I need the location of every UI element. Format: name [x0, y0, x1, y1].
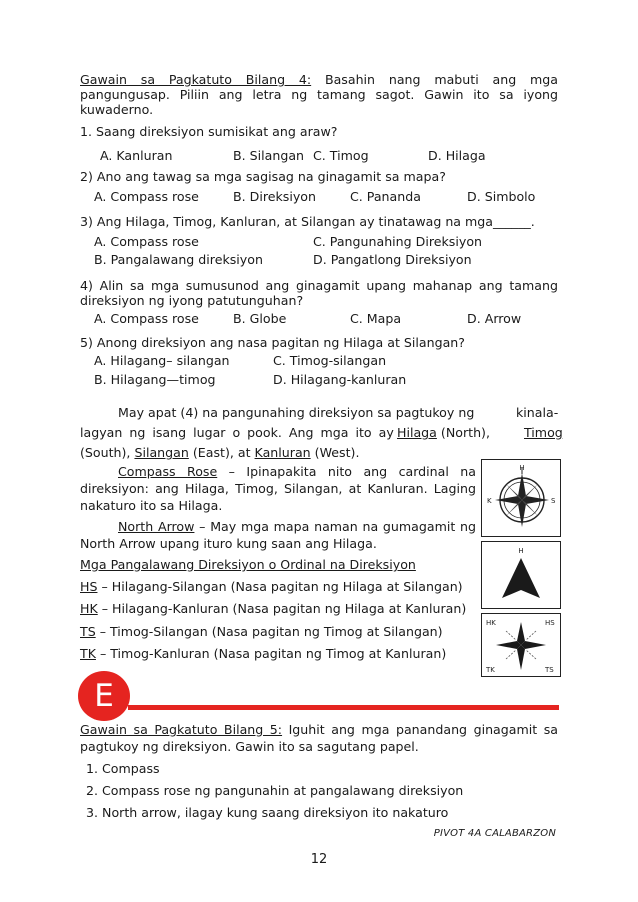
q1-option-d: D. Hilaga — [428, 148, 486, 163]
compass-rose-figure — [481, 459, 561, 537]
ordinal-star-icon — [482, 614, 560, 676]
reading-line-3: (South), Silangan (East), at Kanluran (West). — [80, 445, 360, 460]
gawain4-title: Gawain sa Pagkatuto Bilang 4: — [80, 72, 312, 87]
ordinal-ts: TS – Timog-Silangan (Nasa pagitan ng Timog at Silangan) — [80, 624, 443, 639]
q3-option-c: C. Pangunahing Direksiyon — [313, 234, 483, 249]
section-e-badge: E — [78, 671, 130, 721]
q2-option-d: D. Simbolo — [467, 189, 536, 204]
ordinal-hs: HS – Hilagang-Silangan (Nasa pagitan ng Hilaga at Silangan) — [80, 579, 463, 594]
q5-option-c: C. Timog-silangan — [273, 353, 387, 368]
compass-rose-icon — [482, 460, 560, 536]
compass-label-n: H — [519, 464, 525, 472]
reading-timog: Timog — [524, 425, 563, 440]
reading-hilaga: Hilaga (North), — [397, 425, 490, 440]
question-3: 3) Ang Hilaga, Timog, Kanluran, at Silangan ay tinatawag na mga______. — [80, 214, 535, 229]
q4-option-d: D. Arrow — [467, 311, 522, 326]
ordinal-directions-figure — [481, 613, 561, 677]
q5-option-d: D. Hilagang-kanluran — [273, 372, 407, 387]
gawain5-item-2: 2. Compass rose ng pangunahin at pangalawang direksiyon — [86, 783, 464, 798]
q4-option-b: B. Globe — [233, 311, 287, 326]
footer-pivot: PIVOT 4A CALABARZON — [433, 828, 556, 839]
gawain5-item-1: 1. Compass — [86, 761, 160, 776]
north-arrow-figure — [481, 541, 561, 609]
reading-line-2-start: lagyan ng isang lugar o pook. Ang mga ito ay — [80, 425, 394, 440]
question-1: 1. Saang direksiyon sumisikat ang araw? — [80, 124, 338, 139]
north-arrow-label: H — [518, 547, 524, 555]
ordinal-tk: TK – Timog-Kanluran (Nasa pagitan ng Timog at Kanluran) — [80, 646, 447, 661]
q5-option-b: B. Hilagang—timog — [94, 372, 216, 387]
q3-option-b: B. Pangalawang direksiyon — [94, 252, 263, 267]
q1-option-b: B. Silangan — [233, 148, 305, 163]
q2-option-b: B. Direksiyon — [233, 189, 316, 204]
q3-option-a: A. Compass rose — [94, 234, 199, 249]
gawain5-paragraph: Gawain sa Pagkatuto Bilang 5: Iguhit ang mga panandang ginagamit sa pagtukoy ng direksiyon. Gawin ito sa sagutang papel. — [80, 722, 558, 754]
north-arrow-paragraph: North Arrow – May mga mapa naman na gumagamit ng North Arrow upang ituro kung saan ang Hilaga. — [80, 519, 476, 551]
q4-option-c: C. Mapa — [350, 311, 402, 326]
compass-label-e: S — [551, 497, 556, 505]
north-arrow-icon — [482, 542, 560, 608]
section-e-rule — [128, 705, 559, 710]
ordinal-label-sw: TK — [486, 666, 495, 674]
ordinal-label-se: TS — [545, 666, 554, 674]
ordinal-label-ne: HS — [545, 619, 555, 627]
gawain4-instructions: Basahin nang mabuti ang mga pangungusap. Piliin ang letra ng tamang sagot. Gawin ito sa iyong kuwaderno. — [80, 72, 558, 117]
q2-option-a: A. Compass rose — [94, 189, 199, 204]
gawain5-item-3: 3. North arrow, ilagay kung saang direksiyon ito nakaturo — [86, 805, 449, 820]
gawain4-paragraph — [80, 72, 558, 117]
compass-rose-paragraph: Compass Rose – Ipinapakita nito ang cardinal na direksiyon: ang Hilaga, Timog, Silangan, at Kanluran. Laging nakaturo ito sa Hilaga. — [80, 464, 476, 513]
compass-label-w: K — [487, 497, 492, 505]
q1-option-a: A. Kanluran — [100, 148, 173, 163]
q2-option-c: C. Pananda — [350, 189, 421, 204]
question-4: 4) Alin sa mga sumusunod ang ginagamit upang mahanap ang tamang direksiyon ng iyong patutunguhan? — [80, 278, 558, 308]
q3-option-d: D. Pangatlong Direksiyon — [313, 252, 472, 267]
question-5: 5) Anong direksiyon ang nasa pagitan ng Hilaga at Silangan? — [80, 335, 465, 350]
page-number: 12 — [310, 852, 328, 867]
q1-option-c: C. Timog — [313, 148, 369, 163]
q5-option-a: A. Hilagang– silangan — [94, 353, 230, 368]
question-2: 2) Ano ang tawag sa mga sagisag na ginagamit sa mapa? — [80, 169, 446, 184]
ordinal-label-nw: HK — [486, 619, 496, 627]
q4-option-a: A. Compass rose — [94, 311, 199, 326]
reading-line-1: May apat (4) na pangunahing direksiyon sa pagtukoy ng — [118, 405, 475, 420]
ordinal-heading: Mga Pangalawang Direksiyon o Ordinal na Direksiyon — [80, 557, 416, 572]
ordinal-hk: HK – Hilagang-Kanluran (Nasa pagitan ng Hilaga at Kanluran) — [80, 601, 467, 616]
reading-line-1-end: kinala- — [516, 405, 559, 420]
